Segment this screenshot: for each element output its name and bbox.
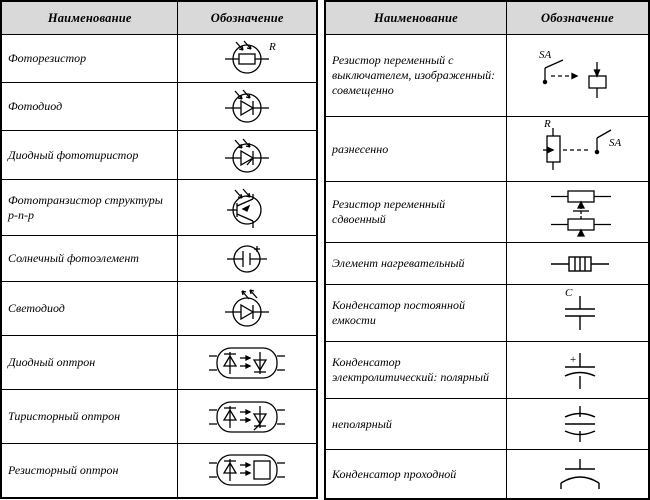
- header-symbol-left: Обозначение: [178, 1, 317, 35]
- resistor-optocoupler-symbol: [178, 443, 317, 498]
- table-row: [1, 443, 317, 498]
- dual-variable-resistor-symbol: [506, 182, 649, 243]
- table-row: [1, 130, 317, 180]
- symbol-name-cell: Резисторный оптрон: [1, 443, 178, 498]
- symbol-label-sa: SA: [609, 137, 622, 149]
- symbol-name-cell: Диодный фототиристор: [1, 130, 178, 180]
- diode-optocoupler-symbol: [178, 336, 317, 390]
- table-row: [1, 336, 317, 390]
- table-header-row: [325, 1, 649, 35]
- table-row: [325, 243, 649, 285]
- table-photoelectric-symbols: [0, 0, 318, 499]
- solar-cell-symbol: [178, 236, 317, 282]
- symbol-name-cell: Светодиод: [1, 282, 178, 336]
- symbol-name-cell: Фототранзистор структуры p-n-p: [1, 180, 178, 236]
- table-row: [1, 236, 317, 282]
- symbol-name-cell: Элемент нагревательный: [325, 243, 506, 285]
- header-name-left: Наименование: [1, 1, 178, 35]
- symbol-name-cell: Конденсатор электролитический: полярный: [325, 342, 506, 399]
- header-symbol-right: Обозначение: [506, 1, 649, 35]
- polar-electrolytic-capacitor-symbol: [506, 342, 649, 399]
- symbol-name-cell: Фоторезистор: [1, 35, 178, 83]
- table-row: [325, 342, 649, 399]
- table-row: [1, 282, 317, 336]
- photoresistor-symbol: [178, 35, 317, 83]
- table-row: [325, 399, 649, 450]
- symbol-name-cell: Солнечный фотоэлемент: [1, 236, 178, 282]
- nonpolar-electrolytic-capacitor-symbol: [506, 399, 649, 450]
- symbol-name-cell: разнесенно: [325, 117, 506, 182]
- table-row: [325, 117, 649, 182]
- table-row: [1, 35, 317, 83]
- table-resistor-capacitor-symbols: [324, 0, 650, 500]
- variable-resistor-with-switch-combined-symbol: [506, 35, 649, 117]
- symbol-name-cell: Резистор переменный сдвоенный: [325, 182, 506, 243]
- table-row: [325, 450, 649, 500]
- symbol-name-cell: неполярный: [325, 399, 506, 450]
- symbol-label: R: [269, 41, 276, 54]
- table-row: [325, 35, 649, 117]
- thyristor-optocoupler-symbol: [178, 390, 317, 444]
- fixed-capacitor-symbol: [506, 285, 649, 342]
- header-name-right: Наименование: [325, 1, 506, 35]
- feedthrough-capacitor-symbol: [506, 450, 649, 500]
- table-row: [325, 285, 649, 342]
- symbol-name-cell: Резистор переменный с выключателем, изображенный: совмещенно: [325, 35, 506, 117]
- variable-resistor-with-switch-separated-symbol: [506, 117, 649, 182]
- table-row: [1, 390, 317, 444]
- symbol-name-cell: Фотодиод: [1, 82, 178, 130]
- phototransistor-pnp-symbol: [178, 180, 317, 236]
- table-header-row: [1, 1, 317, 35]
- symbol-name-cell: Тиристорный оптрон: [1, 390, 178, 444]
- symbol-label: R: [544, 120, 552, 130]
- symbol-label-plus: +: [569, 354, 577, 366]
- symbol-name-cell: Диодный оптрон: [1, 336, 178, 390]
- symbol-name-cell: Конденсатор постоянной емкости: [325, 285, 506, 342]
- table-row: [325, 182, 649, 243]
- symbol-label: SA: [539, 48, 552, 61]
- symbol-label: C: [564, 288, 573, 299]
- table-row: [1, 180, 317, 236]
- table-row: [1, 82, 317, 130]
- symbol-name-cell: Конденсатор проходной: [325, 450, 506, 500]
- photothyristor-symbol: [178, 130, 317, 180]
- photodiode-symbol: [178, 82, 317, 130]
- led-symbol: [178, 282, 317, 336]
- heating-element-symbol: [506, 243, 649, 285]
